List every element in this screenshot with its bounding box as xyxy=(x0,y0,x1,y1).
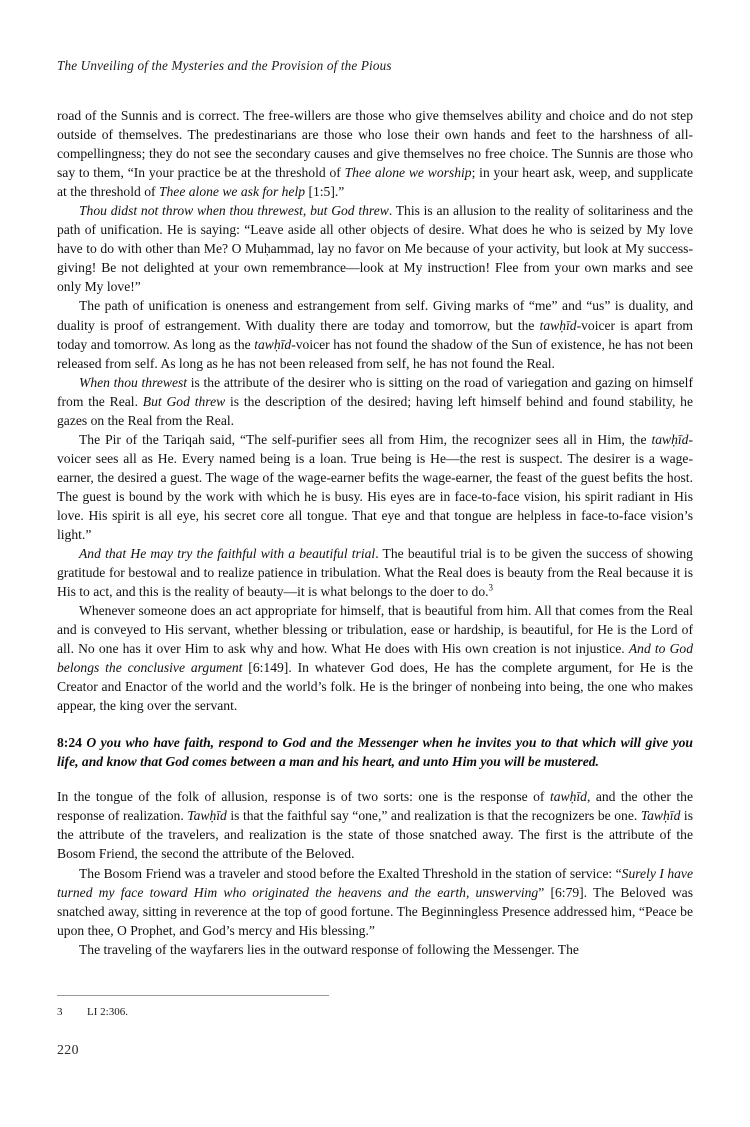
italic-run: Thee alone we worship xyxy=(344,165,472,181)
text-run: . The beautiful trial is to be given the success of showing gratitude for bestowal and to realize patience in tribulation. What the Real does is beauty from the Real because it is His to act, and this is the reality of beauty—it is what belongs to the doer to do. xyxy=(57,546,693,600)
text-run: is the attribute of the travelers, and realization is the state of those snatched away. The first is the attribute of the Bosom Friend, the second the attribute of the Beloved. xyxy=(57,808,693,862)
text-run: -voicer has not found the shadow of the Sun of existence, he has not been released from self. As long as he has not been released from self, he has not found the Real. xyxy=(57,336,693,371)
italic-run: tawḥīd xyxy=(549,789,587,805)
text-run: The path of unification is oneness and estrangement from self. Giving marks of “me” and “us” is duality, and duality is proof of estrangement. With duality there are today and tomorrow, but the xyxy=(57,298,693,333)
footnote-number: 3 xyxy=(57,1006,63,1018)
verse-text: O you who have faith, respond to God and the Messenger when he invites you to that which will give you life, and know that God comes between a man and his heart, and unto Him you will be mustered. xyxy=(57,734,693,769)
verse-paragraph xyxy=(57,733,693,772)
body-text-after-verse xyxy=(57,787,693,958)
italic-run: Tawḥīd xyxy=(187,808,227,824)
quran-verse-block xyxy=(57,733,693,772)
footnote-area xyxy=(57,995,693,1019)
footnote-separator-rule xyxy=(57,995,329,996)
paragraph xyxy=(57,940,693,959)
text-run: [6:149]. In whatever God does, He has the complete argument, for He is the Creator and Enactor of the world and the world’s folk. He is the bringer of nonbeing into being, the one who makes appear, the king over the servant. xyxy=(57,660,694,714)
italic-run: tawḥīd xyxy=(254,336,292,352)
body-text-before-verse xyxy=(57,106,693,716)
verse-reference: 8:24 xyxy=(57,734,82,750)
page-content xyxy=(57,0,693,959)
footnote-text: LI 2:306. xyxy=(87,1006,128,1018)
paragraph-list-after-verse xyxy=(57,787,693,958)
text-run: The Pir of the Tariqah said, “The self-purifier sees all from Him, the recognizer sees all in Him, the xyxy=(79,431,652,447)
italic-run: Tawḥīd xyxy=(640,808,681,824)
italic-run: And to God belongs the conclusive argument xyxy=(57,641,693,676)
italic-run: Surely I have turned my face toward Him who originated the heavens and the earth, unswerving xyxy=(57,865,693,900)
text-run: is the description of the desired; having left himself behind and found stability, he gazes on the Real from the Real. xyxy=(57,393,694,428)
paragraph xyxy=(57,601,693,715)
paragraph xyxy=(57,787,693,863)
paragraph xyxy=(57,296,693,372)
text-run: . This is an allusion to the reality of solitariness and the path of unification. He is saying: “Leave aside all other objects of desire. What does he who is seized by My love have to do with other than Me? O Muḥammad, lay no favor on Me because of your activity, but look at My success-giving! Be not delighted at your own remembrance—look at My instruction! Flee from your own marks and see only My love!” xyxy=(57,203,693,295)
text-run: [1:5].” xyxy=(305,184,345,200)
italic-run: Thou didst not throw when thou threwest, but God threw xyxy=(79,203,389,219)
text-run: is the attribute of the desirer who is sitting on the road of variegation and gazing on himself from the Real. xyxy=(57,374,693,409)
page-number: 220 xyxy=(57,1042,79,1057)
paragraph xyxy=(57,864,693,940)
text-run: -voicer is apart from today and tomorrow. As long as the xyxy=(57,317,693,352)
paragraph-list-before-verse xyxy=(57,106,693,716)
running-head: The Unveiling of the Mysteries and the Provision of the Pious xyxy=(57,58,392,73)
footnote-entry xyxy=(57,1005,693,1019)
text-run: is that the faithful say “one,” and realization is that the recognizers be one. xyxy=(226,808,641,824)
text-run: road of the Sunnis and is correct. The free-willers are those who give themselves ability and choice and do not step outside of themselves. The predestinarians are those who lose their own hands and feet to the harshness of all-compellingness; they do not see the secondary causes and give themselves no free choice. The Sunnis are those who say to them, “In your practice be at the threshold of xyxy=(57,108,693,181)
italic-run: But God threw xyxy=(142,393,226,409)
italic-run: When thou threwest xyxy=(79,374,188,390)
text-run: -voicer sees all as He. Every named being is a loan. True being is He—the rest is suspect. The desirer is a wage-earner, the desired a guest. The wage of the wage-earner befits the wage-earner, the feast of the guest befits the host. The guest is bound by the work with which he is busy. His eyes are in face-to-face vision, his spirit radiant in His love. His spirit is all eye, his secret core all tongue. That eye and that tongue are helpless in face-to-face vision’s light.” xyxy=(57,431,693,543)
italic-run: tawḥīd xyxy=(651,431,689,447)
text-run: The Bosom Friend was a traveler and stood before the Exalted Threshold in the station of service: “ xyxy=(79,865,622,881)
text-run: , and the other the response of realization. xyxy=(57,789,693,824)
text-run: In the tongue of the folk of allusion, response is of two sorts: one is the response of xyxy=(57,789,550,805)
paragraph xyxy=(57,373,693,430)
text-run: ; in your heart ask, weep, and supplicate at the threshold of xyxy=(57,165,693,200)
paragraph xyxy=(57,201,693,296)
text-run: The traveling of the wayfarers lies in the outward response of following the Messenger. The xyxy=(79,941,579,957)
text-run: Whenever someone does an act appropriate for himself, that is beautiful from him. All that comes from the Real and is conveyed to His servant, whether blessing or tribulation, ease or hardship, is beautiful, for He is the Lord of all. No one has it over Him to ask why and how. What He does with His own creation is not injustice. xyxy=(57,603,693,657)
paragraph xyxy=(57,430,693,544)
italic-run: Thee alone we ask for help xyxy=(158,184,306,200)
paragraph xyxy=(57,544,693,601)
italic-run: And that He may try the faithful with a beautiful trial xyxy=(79,546,376,562)
footnote-marker[interactable]: 3 xyxy=(488,582,494,593)
text-run: ” [6:79]. The Beloved was snatched away, sitting in reverence at the top of good fortune. The Beginningless Presence addressed him, “Peace be upon thee, O Prophet, and God’s mercy and His blessing.” xyxy=(57,884,694,938)
italic-run: tawḥīd xyxy=(539,317,577,333)
paragraph xyxy=(57,106,693,201)
